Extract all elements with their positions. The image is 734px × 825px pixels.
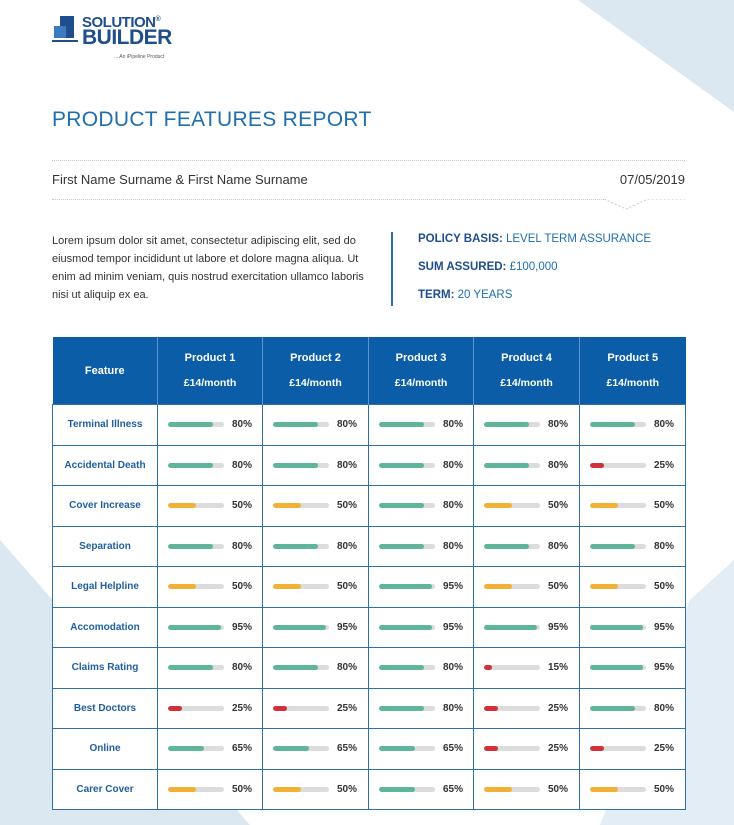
policy-basis-label: POLICY BASIS: (418, 233, 503, 245)
score-bar (484, 706, 540, 711)
score-percent: 50% (337, 500, 358, 512)
score-bar (484, 422, 540, 427)
score-bar-fill (590, 665, 643, 670)
logo-word-builder: BUILDER (82, 26, 172, 49)
score-bar (590, 706, 646, 711)
score-cell (474, 769, 580, 810)
score-bar-fill (273, 544, 318, 549)
score-percent: 65% (337, 743, 358, 755)
score-bar (168, 503, 224, 508)
table-row (53, 526, 686, 567)
intro-paragraph: Lorem ipsum dolor sit amet, consectetur adipiscing elit, sed do eiusmod tempor incididunt ut labore et dolore magna aliqua. Ut enim ad minim veniam, quis nostrud exercitation ullamco laboris nisi ut aliquip ex ea. (52, 235, 364, 301)
score-cell (369, 405, 474, 446)
policy-term (418, 289, 512, 301)
score-percent: 95% (654, 621, 675, 633)
score-bar-fill (379, 584, 432, 589)
score-percent: 25% (548, 743, 569, 755)
table-row (53, 405, 686, 446)
score-bar-fill (484, 584, 512, 589)
score-bar (168, 625, 224, 630)
score-cell (369, 607, 474, 648)
score-bar-fill (590, 422, 635, 427)
score-bar-fill (590, 706, 635, 711)
score-bar (168, 422, 224, 427)
score-bar-fill (484, 665, 492, 670)
table-row (53, 607, 686, 648)
feature-name: Carer Cover (53, 769, 158, 810)
score-cell (158, 567, 263, 608)
product-price: £14/month (289, 377, 342, 389)
score-cell (474, 405, 580, 446)
score-cell (580, 405, 686, 446)
product-name: Product 5 (607, 352, 659, 364)
sum-assured-label: SUM ASSURED: (418, 261, 507, 273)
score-bar-fill (273, 625, 326, 630)
score-bar (590, 665, 646, 670)
score-bar-fill (379, 665, 424, 670)
score-cell (580, 769, 686, 810)
score-bar (379, 787, 435, 792)
score-percent: 25% (337, 702, 358, 714)
score-bar-fill (273, 746, 309, 751)
score-bar-fill (168, 746, 204, 751)
solution-builder-logo (52, 14, 182, 64)
table-row (53, 729, 686, 770)
score-cell (580, 445, 686, 486)
score-bar-fill (379, 746, 415, 751)
score-percent: 50% (232, 581, 253, 593)
score-cell (158, 607, 263, 648)
table-row (53, 688, 686, 729)
score-bar (590, 746, 646, 751)
score-bar-fill (168, 706, 182, 711)
product-header (158, 337, 263, 405)
score-percent: 50% (548, 581, 569, 593)
score-bar-fill (168, 665, 213, 670)
feature-name: Separation (53, 526, 158, 567)
score-percent: 80% (548, 540, 569, 552)
score-bar (379, 665, 435, 670)
product-name: Product 2 (290, 352, 341, 364)
score-percent: 50% (548, 500, 569, 512)
score-bar (379, 463, 435, 468)
table-header-row (53, 337, 686, 405)
score-cell (263, 729, 369, 770)
score-bar (273, 746, 329, 751)
score-percent: 80% (654, 419, 675, 431)
score-bar-fill (273, 503, 301, 508)
score-percent: 80% (232, 662, 253, 674)
score-bar (590, 544, 646, 549)
score-bar (484, 463, 540, 468)
score-cell (474, 445, 580, 486)
product-header (474, 337, 580, 405)
score-bar (168, 463, 224, 468)
score-bar (379, 422, 435, 427)
product-price: £14/month (500, 377, 553, 389)
sum-assured-value: £100,000 (509, 261, 558, 273)
score-percent: 80% (443, 419, 464, 431)
score-cell (158, 405, 263, 446)
divider-bottom (52, 199, 604, 200)
score-cell (580, 648, 686, 689)
score-bar-fill (590, 787, 618, 792)
score-bar (273, 422, 329, 427)
score-bar-fill (379, 422, 424, 427)
score-bar-fill (590, 584, 618, 589)
logo-mark-icon (52, 14, 80, 44)
score-bar (168, 787, 224, 792)
score-bar-fill (590, 625, 643, 630)
score-bar-fill (379, 463, 424, 468)
score-cell (369, 729, 474, 770)
score-cell (580, 526, 686, 567)
feature-name: Terminal Illness (53, 405, 158, 446)
score-bar-fill (273, 422, 318, 427)
feature-name: Best Doctors (53, 688, 158, 729)
score-bar (273, 584, 329, 589)
score-percent: 50% (232, 500, 253, 512)
score-bar-fill (484, 503, 512, 508)
score-cell (474, 648, 580, 689)
score-bar-fill (484, 706, 498, 711)
score-percent: 80% (443, 662, 464, 674)
score-bar (379, 706, 435, 711)
score-bar (273, 665, 329, 670)
score-cell (263, 688, 369, 729)
score-cell (580, 607, 686, 648)
score-bar-fill (273, 665, 318, 670)
score-bar-fill (379, 787, 415, 792)
score-bar-fill (273, 463, 318, 468)
score-percent: 65% (443, 783, 464, 795)
divider-notch (604, 199, 686, 211)
score-cell (369, 769, 474, 810)
score-percent: 50% (548, 783, 569, 795)
score-percent: 50% (654, 581, 675, 593)
score-percent: 50% (654, 783, 675, 795)
score-bar-fill (168, 544, 213, 549)
score-bar (168, 746, 224, 751)
score-percent: 15% (548, 662, 569, 674)
score-bar-fill (273, 787, 301, 792)
table-row (53, 567, 686, 608)
product-price: £14/month (394, 377, 448, 389)
score-percent: 80% (232, 540, 253, 552)
policy-divider (391, 232, 393, 306)
score-percent: 25% (232, 702, 253, 714)
score-cell (474, 688, 580, 729)
score-bar (484, 584, 540, 589)
score-percent: 95% (443, 581, 464, 593)
score-bar-fill (590, 544, 635, 549)
score-percent: 95% (548, 621, 569, 633)
score-bar (168, 544, 224, 549)
score-bar-fill (168, 625, 221, 630)
score-percent: 95% (337, 621, 358, 633)
score-percent: 65% (443, 743, 464, 755)
score-cell (474, 526, 580, 567)
score-bar (590, 463, 646, 468)
score-bar (484, 665, 540, 670)
score-percent: 50% (337, 783, 358, 795)
score-cell (263, 607, 369, 648)
score-cell (580, 567, 686, 608)
score-bar (273, 625, 329, 630)
score-bar (273, 706, 329, 711)
score-cell (263, 526, 369, 567)
score-percent: 25% (654, 459, 675, 471)
table-row (53, 769, 686, 810)
score-cell (580, 729, 686, 770)
policy-basis-value: LEVEL TERM ASSURANCE (505, 233, 652, 245)
score-bar (273, 787, 329, 792)
score-cell (474, 486, 580, 527)
score-cell (158, 729, 263, 770)
product-price: £14/month (183, 377, 237, 389)
score-percent: 80% (232, 419, 253, 431)
logo-word-solution: SOLUTION® (82, 14, 161, 31)
score-bar-fill (484, 463, 529, 468)
score-cell (158, 445, 263, 486)
score-cell (369, 526, 474, 567)
score-cell (369, 567, 474, 608)
sum-assured (418, 261, 558, 273)
score-bar-fill (379, 544, 424, 549)
score-bar-fill (379, 625, 432, 630)
score-bar-fill (379, 503, 424, 508)
table-row (53, 486, 686, 527)
score-bar-fill (484, 787, 512, 792)
divider-top (52, 160, 685, 161)
score-percent: 80% (337, 419, 358, 431)
score-bar-fill (484, 544, 529, 549)
product-name: Product 4 (501, 352, 552, 364)
feature-name: Legal Helpline (53, 567, 158, 608)
score-cell (263, 648, 369, 689)
report-title: PRODUCT FEATURES REPORT (52, 108, 372, 131)
score-bar-fill (168, 787, 196, 792)
score-bar (484, 544, 540, 549)
score-percent: 65% (232, 743, 253, 755)
score-bar (168, 706, 224, 711)
score-bar (590, 625, 646, 630)
score-bar (590, 787, 646, 792)
score-cell (369, 688, 474, 729)
score-percent: 80% (443, 540, 464, 552)
score-bar-fill (273, 584, 301, 589)
score-cell (158, 526, 263, 567)
score-percent: 95% (443, 621, 464, 633)
score-cell (263, 405, 369, 446)
score-bar-fill (484, 746, 498, 751)
score-cell (158, 648, 263, 689)
score-bar-fill (590, 746, 604, 751)
feature-name: Accidental Death (53, 445, 158, 486)
score-cell (474, 729, 580, 770)
score-bar-fill (168, 584, 196, 589)
score-bar-fill (273, 706, 287, 711)
score-percent: 80% (337, 459, 358, 471)
score-bar (379, 544, 435, 549)
score-bar-fill (484, 625, 537, 630)
score-cell (263, 486, 369, 527)
score-cell (158, 688, 263, 729)
score-bar (379, 625, 435, 630)
table-body (53, 405, 686, 810)
policy-basis (418, 233, 651, 245)
score-bar (168, 584, 224, 589)
score-bar-fill (168, 463, 213, 468)
score-bar (590, 584, 646, 589)
score-percent: 80% (337, 540, 358, 552)
logo-tagline: ... An iPipeline Product (114, 54, 165, 60)
score-bar-fill (484, 422, 529, 427)
score-bar-fill (590, 463, 604, 468)
score-percent: 80% (232, 459, 253, 471)
score-cell (474, 567, 580, 608)
score-percent: 25% (548, 702, 569, 714)
score-bar (273, 544, 329, 549)
score-percent: 80% (443, 702, 464, 714)
score-percent: 50% (654, 500, 675, 512)
feature-name: Accomodation (53, 607, 158, 648)
product-name: Product 3 (395, 352, 447, 364)
score-percent: 80% (443, 459, 464, 471)
score-cell (158, 486, 263, 527)
score-bar (273, 463, 329, 468)
score-bar (168, 665, 224, 670)
score-cell (263, 769, 369, 810)
score-cell (369, 486, 474, 527)
score-bar-fill (379, 706, 424, 711)
feature-column-header: Feature (53, 337, 158, 405)
score-bar-fill (168, 422, 213, 427)
product-price: £14/month (606, 377, 659, 389)
score-percent: 80% (654, 540, 675, 552)
score-cell (158, 769, 263, 810)
score-percent: 80% (548, 459, 569, 471)
score-percent: 80% (654, 702, 675, 714)
score-percent: 50% (337, 581, 358, 593)
score-cell (580, 486, 686, 527)
score-percent: 80% (443, 500, 464, 512)
score-bar (484, 787, 540, 792)
product-name: Product 1 (184, 352, 236, 364)
score-cell (263, 445, 369, 486)
score-cell (580, 688, 686, 729)
score-bar (379, 503, 435, 508)
score-percent: 95% (654, 662, 675, 674)
term-value: 20 YEARS (457, 289, 513, 301)
score-bar (484, 503, 540, 508)
score-bar (484, 746, 540, 751)
features-table (52, 337, 686, 810)
score-percent: 80% (548, 419, 569, 431)
score-percent: 50% (232, 783, 253, 795)
score-bar (590, 503, 646, 508)
term-label: TERM: (418, 289, 455, 301)
score-bar (379, 746, 435, 751)
score-cell (263, 567, 369, 608)
score-bar-fill (590, 503, 618, 508)
score-bar (273, 503, 329, 508)
table-row (53, 648, 686, 689)
feature-name: Claims Rating (53, 648, 158, 689)
report-date: 07/05/2019 (619, 172, 685, 187)
score-percent: 80% (337, 662, 358, 674)
score-cell (369, 445, 474, 486)
product-header (263, 337, 369, 405)
client-names: First Name Surname & First Name Surname (52, 172, 308, 187)
score-percent: 95% (232, 621, 253, 633)
feature-name: Cover Increase (53, 486, 158, 527)
product-header (369, 337, 474, 405)
score-bar (484, 625, 540, 630)
product-header (580, 337, 686, 405)
score-bar-fill (168, 503, 196, 508)
score-cell (369, 648, 474, 689)
score-percent: 25% (654, 743, 675, 755)
score-bar (590, 422, 646, 427)
feature-name: Online (53, 729, 158, 770)
score-cell (474, 607, 580, 648)
table-row (53, 445, 686, 486)
score-bar (379, 584, 435, 589)
